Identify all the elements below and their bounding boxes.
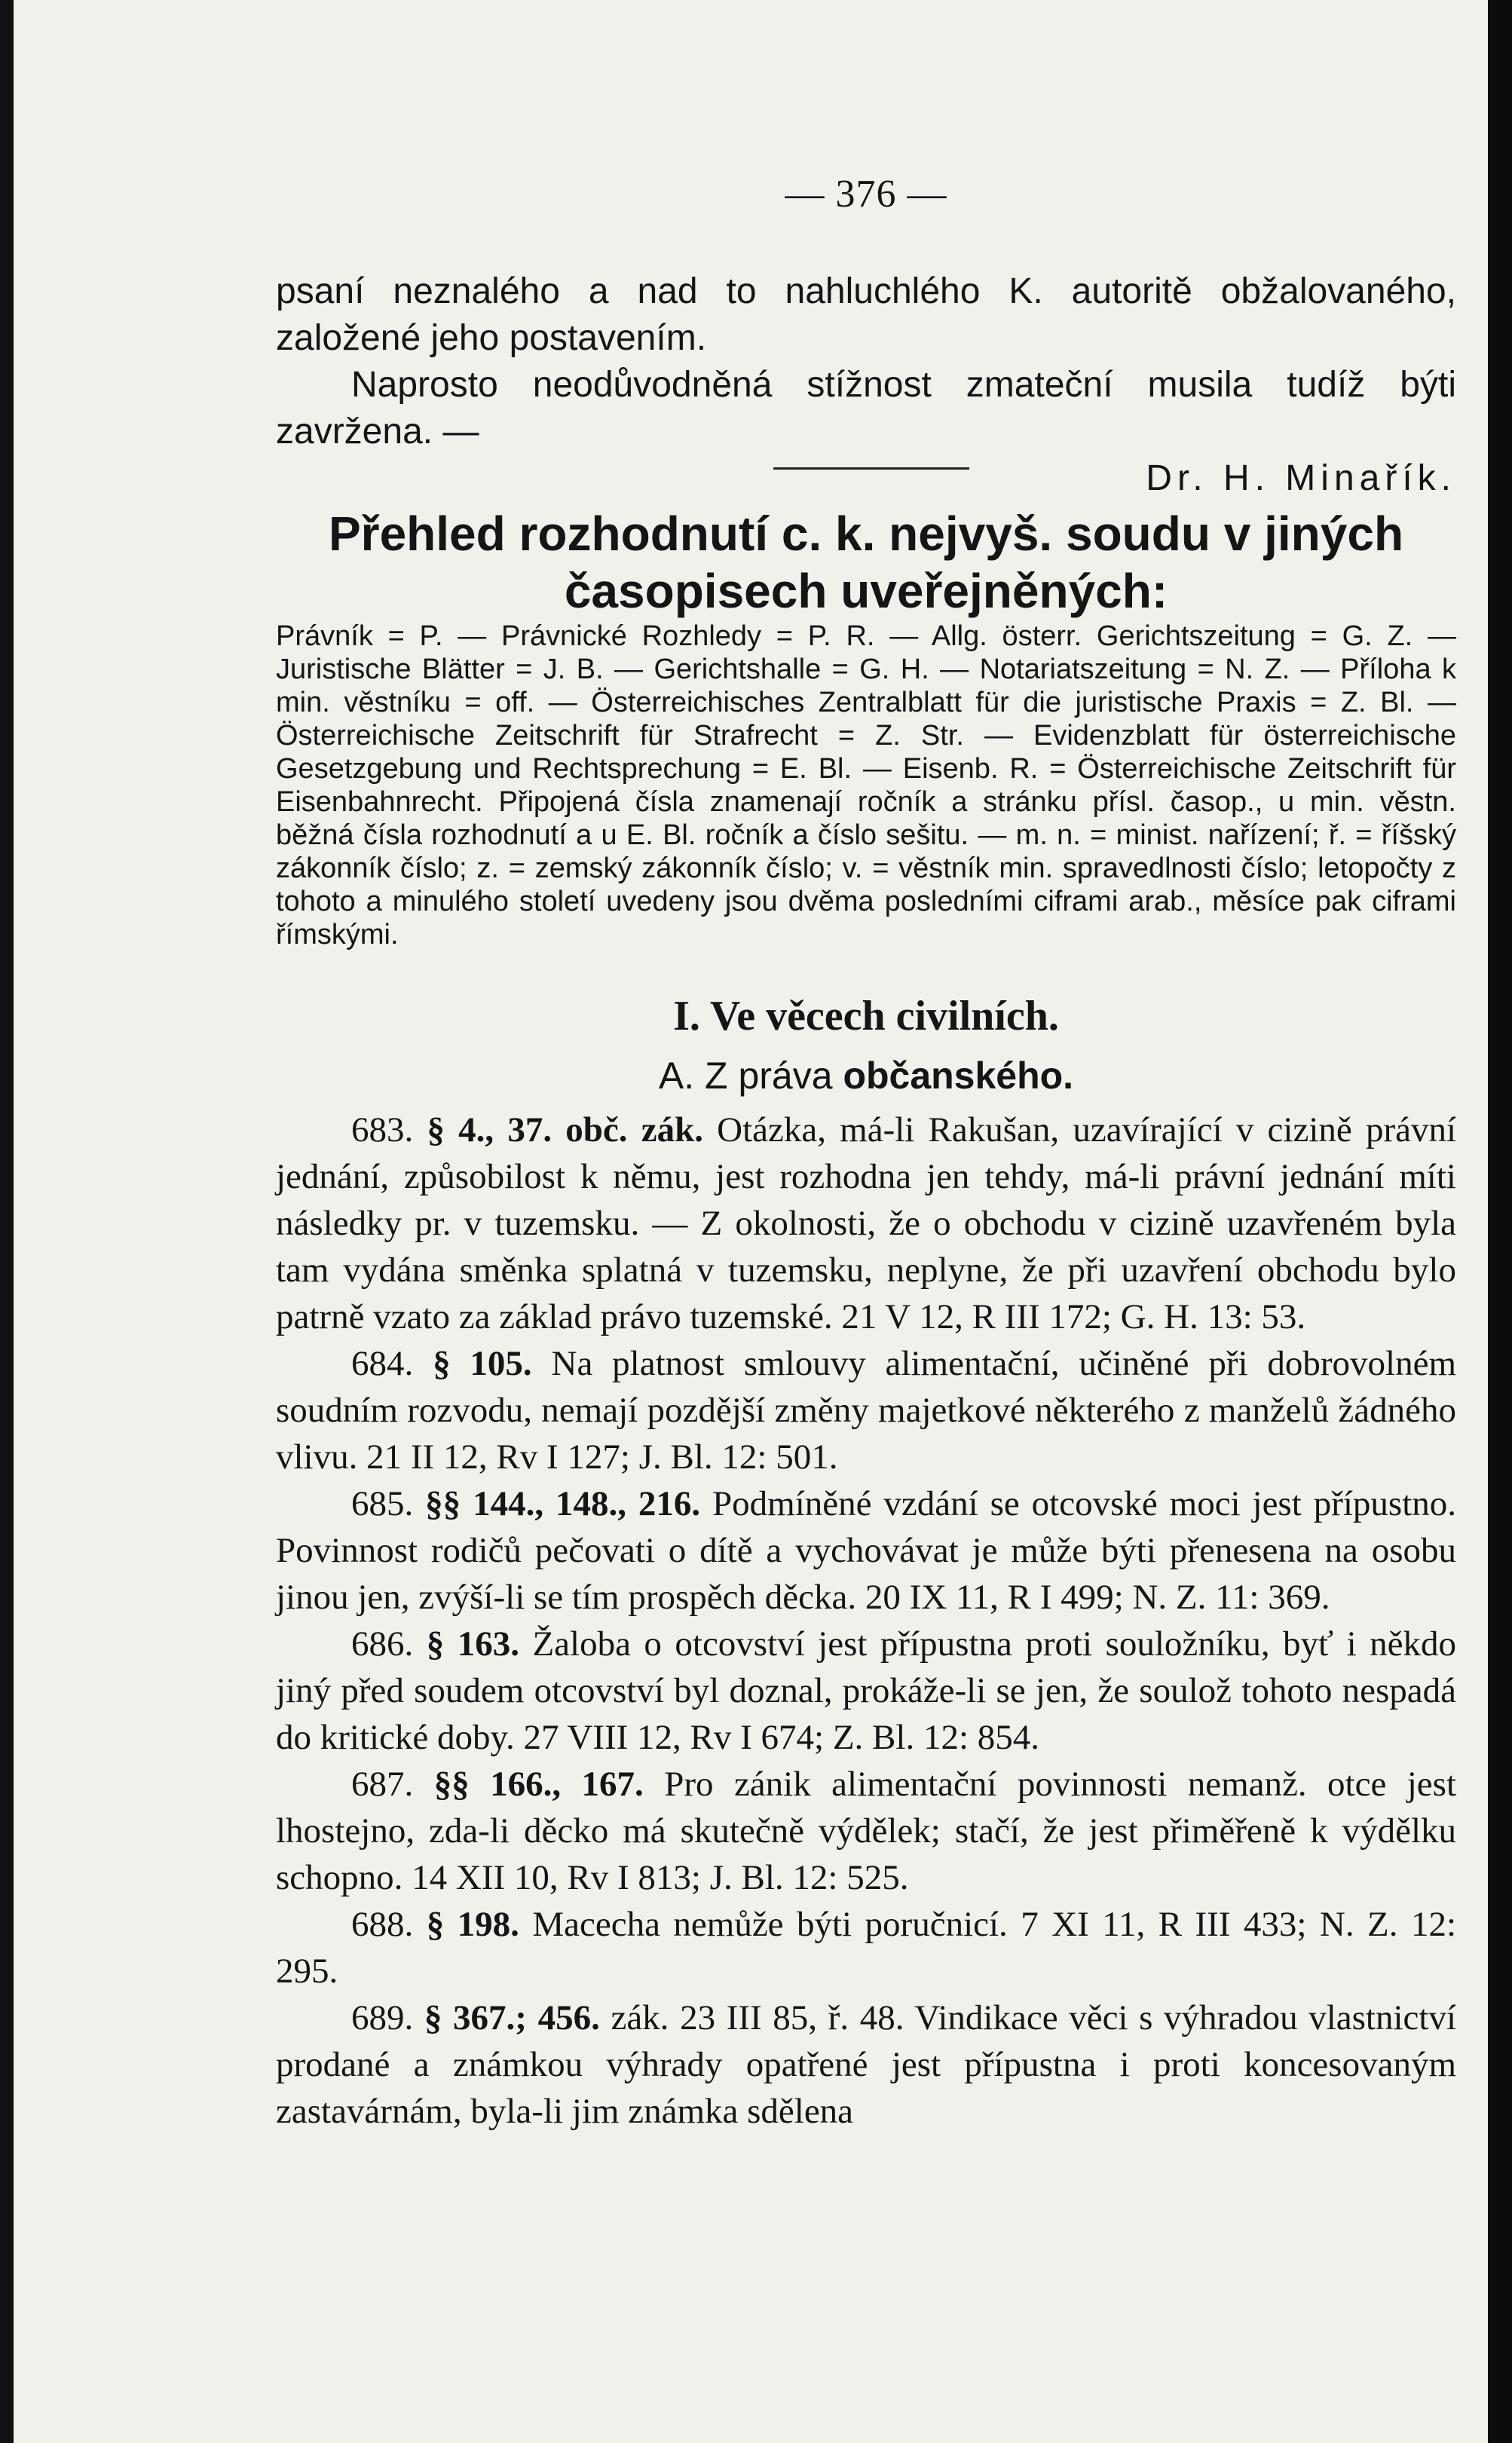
entry-number: 687. <box>351 1765 414 1804</box>
entry-text: zák. 23 III 85, ř. 48. Vindikace věci s výhradou vlastnictví prodané a známkou výhrady opatřené jest přípustna i proti koncesovaným zastavárnám, byla-li jim známka sdělena <box>276 1998 1457 2131</box>
entry-text: Na platnost smlouvy alimentační, učiněné při dobrovolném soudním rozvodu, nemají pozdější změny majetkové některého z manželů žádného vlivu. 21 II 12, Rv I 127; J. Bl. 12: 501. <box>276 1344 1457 1477</box>
entry-reference: §§ 144., 148., 216. <box>425 1484 701 1523</box>
entry-number: 685. <box>351 1484 414 1523</box>
entry-text: Pro zánik alimentační povinnosti nemanž. otce jest lhostejno, zda-li děcko má skutečně výdělek; stačí, že jest přiměřeně k výdělku schopno. 14 XII 10, Rv I 813; J. Bl. 12: 525. <box>276 1765 1457 1897</box>
subheading-civil-law <box>276 1054 1456 1098</box>
entry-number: 689. <box>351 1998 414 2037</box>
scan-left-edge <box>0 0 14 2443</box>
heading-line-1: Přehled rozhodnutí c. k. nejvyš. soudu v jiných <box>328 507 1404 561</box>
decision-entry <box>276 1107 1456 1340</box>
abbreviations-paragraph <box>276 620 1456 951</box>
entry-reference: § 163. <box>426 1624 519 1664</box>
book-page <box>14 0 1500 2443</box>
decision-entry <box>276 1480 1456 1621</box>
entry-text: Otázka, má-li Rakušan, uzavírající v cizině právní jednání, způsobilost k němu, jest rozhodna jen tehdy, má-li právní jednání míti následky pr. v tuzemsku. — Z okolnosti, že o obchodu v cizině uzavřeném byla tam vydána směnka splatná v tuzemsku, neplyne, že při uzavření obchodu bylo patrně vzato za základ právo tuzemské. 21 V 12, R III 172; G. H. 13: 53. <box>276 1110 1457 1336</box>
intro-paragraph-2-text: Naprosto neodůvodněná stížnost zmateční musila tudíž býti zavržena. — <box>276 365 1456 452</box>
subheading-civil-law-prefix: A. Z práva <box>658 1055 843 1097</box>
intro-paragraph-1: psaní neznalého a nad to nahluchlého K. autoritě obžalovaného, založené jeho postavením. <box>276 271 1456 358</box>
decision-entries <box>276 1107 1456 2135</box>
abbreviations-text: Právník = P. — Právnické Rozhledy = P. R. — Allg. österr. Gerichtszeitung = G. Z. — Juristische Blätter = J. B. — Gerichtshalle = G. H. — Notariatszeitung = N. Z. — Příloha k min. věstníku = off. — Österreichisches Zentralblatt für die juristische Praxis = Z. Bl. — Österreichische Zeitschrift für Strafrecht = Z. Str. — Evidenzblatt für österreichische Gesetzgebung und Rechtsprechung = E. Bl. — Eisenb. R. = Österreichische Zeitschrift für Eisenbahnrecht. Připojená čísla znamenají ročník a stránku přísl. časop., u min. věstn. běžná čísla rozhodnutí a u E. Bl. ročník a číslo sešitu. — m. n. = minist. nařízení; ř. = říšský zákonník číslo; z. = zemský zákonník číslo; v. = věstník min. spravedlnosti číslo; letopočty z tohoto a minulého století uvedeny jsou dvěma posledními ciframi arab., měsíce pak ciframi římskými. <box>276 620 1456 951</box>
entry-reference: § 4., 37. obč. zák. <box>427 1110 703 1150</box>
heading-line-2: časopisech uveřejněných: <box>564 564 1168 618</box>
author-signature: Dr. H. Minařík. <box>1146 458 1456 498</box>
section-divider <box>773 467 969 470</box>
subheading-civil-law-bold: občanského. <box>843 1055 1074 1097</box>
entry-reference: §§ 166., 167. <box>433 1765 644 1804</box>
decision-entry <box>276 1340 1456 1480</box>
signature-row <box>276 455 1456 502</box>
scan-right-edge <box>1488 0 1500 2443</box>
entry-number: 684. <box>351 1344 414 1383</box>
subheading-civil-matters: I. Ve věcech civilních. <box>673 993 1059 1039</box>
entry-number: 686. <box>351 1624 414 1664</box>
section-heading <box>276 505 1456 620</box>
decision-entry <box>276 1995 1456 2135</box>
decision-entry <box>276 1761 1456 1901</box>
page-number: — 376 — <box>785 173 947 216</box>
intro-paragraph-2 <box>276 362 1456 455</box>
entry-text: Žaloba o otcovství jest přípustna proti souložníku, byť i někdo jiný před soudem otcovství byl doznal, prokáže-li se jen, že soulož tohoto nespadá do kritické doby. 27 VIII 12, Rv I 674; Z. Bl. 12: 854. <box>276 1624 1457 1757</box>
entry-text: Macecha nemůže býti poručnicí. 7 XI 11, R III 433; N. Z. 12: 295. <box>276 1905 1457 1991</box>
entry-reference: § 198. <box>426 1905 519 1944</box>
entry-number: 683. <box>351 1110 414 1150</box>
decision-entry <box>276 1901 1456 1995</box>
entry-text: Podmíněné vzdání se otcovské moci jest přípustno. Povinnost rodičů pečovati o dítě a vychovávat je může býti přenesena na osobu jinou jen, zvýší-li se tím prospěch děcka. 20 IX 11, R I 499; N. Z. 11: 369. <box>276 1484 1456 1617</box>
decision-entry <box>276 1621 1456 1761</box>
entry-number: 688. <box>351 1905 414 1944</box>
entry-reference: § 105. <box>433 1344 532 1383</box>
entry-reference: § 367.; 456. <box>424 1998 600 2037</box>
